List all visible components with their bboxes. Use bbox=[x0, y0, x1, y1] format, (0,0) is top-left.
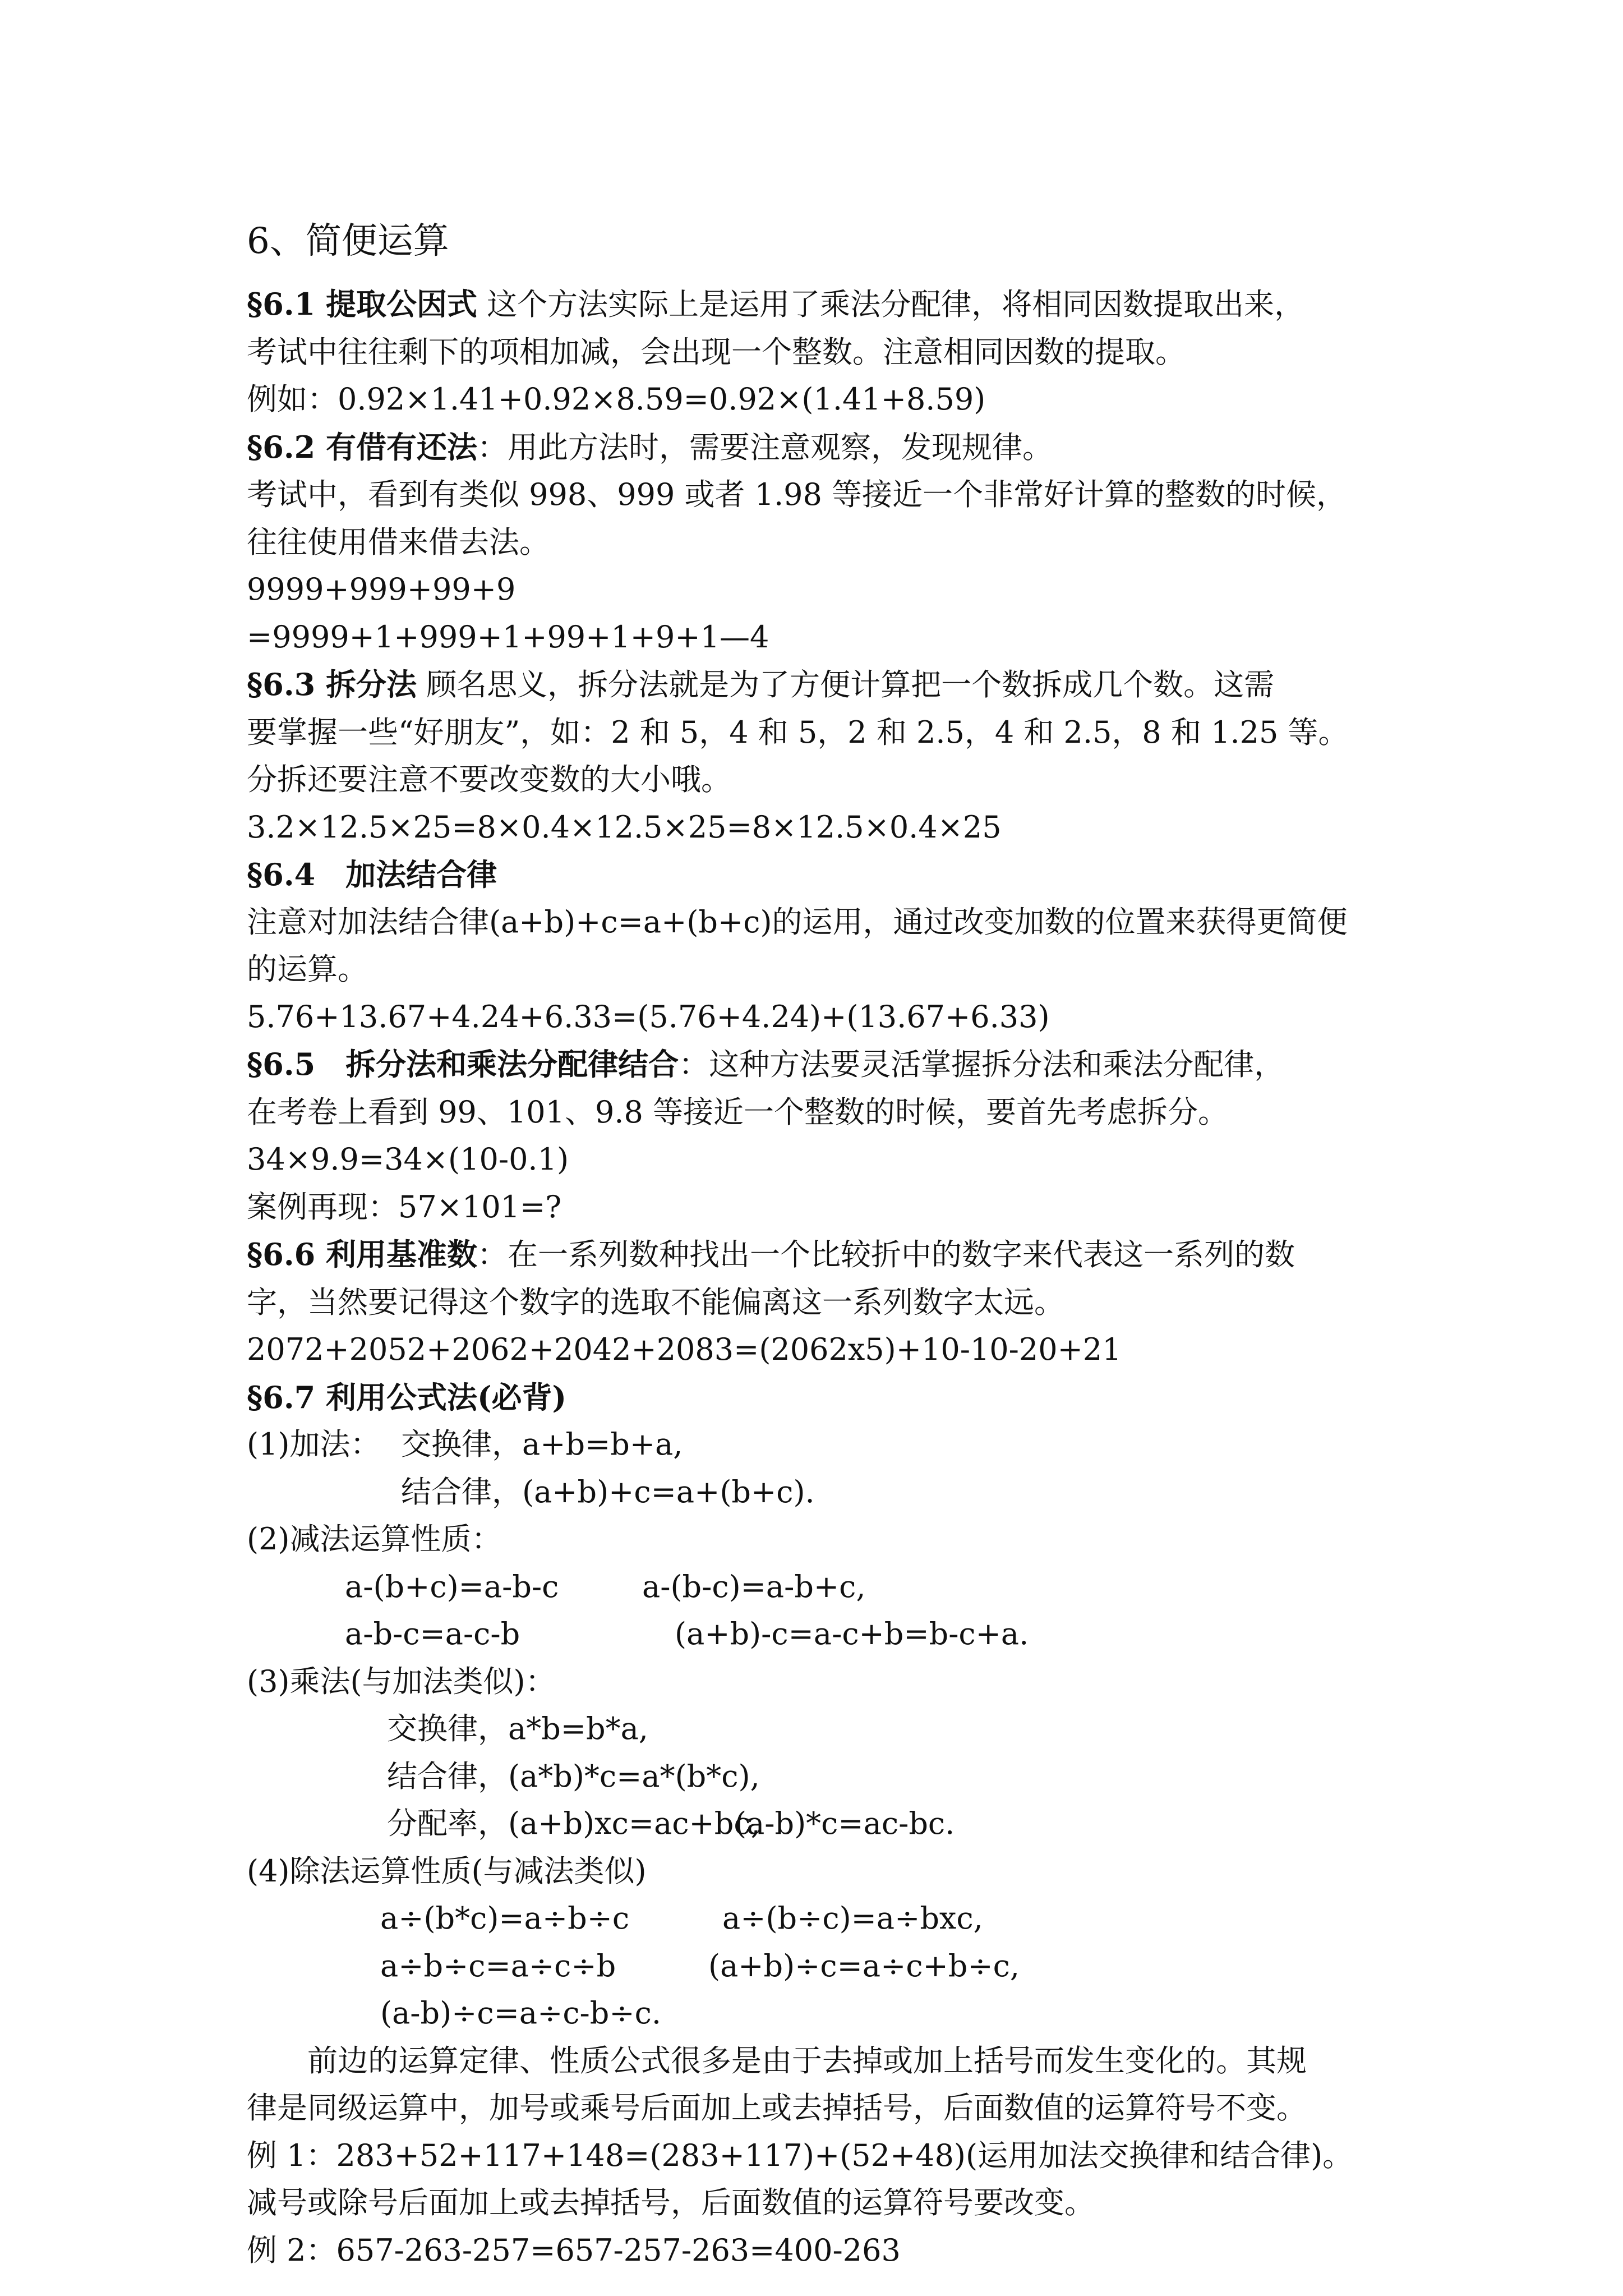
section-6-1-text: 这个方法实际上是运用了乘法分配律，将相同因数提取出来， bbox=[487, 287, 1305, 322]
section-6-3-line-3: 分拆还要注意不要改变数的大小哦。 bbox=[247, 762, 731, 797]
formula-multiplication-distributive-a: 分配率，(a+b)xc=ac+bc, bbox=[387, 1806, 760, 1841]
section-6-5-line-2: 在考卷上看到 99、101、9.8 等接近一个整数的时候，要首先考虑拆分。 bbox=[247, 1094, 1228, 1130]
section-6-3-line-1 bbox=[247, 661, 1391, 709]
section-6-4-example: 5.76+13.67+4.24+6.33=(5.76+4.24)+(13.67+6.33) bbox=[247, 999, 1050, 1034]
section-6-5-text: ：这种方法要灵活掌握拆分法和乘法分配律， bbox=[679, 1047, 1285, 1082]
formula-addition-label: (1)加法： bbox=[247, 1427, 381, 1462]
section-6-2-line-1 bbox=[247, 424, 1391, 472]
formula-multiplication-associative: 结合律，(a*b)*c=a*(b*c), bbox=[387, 1758, 760, 1794]
formula-subtraction-label: (2)减法运算性质： bbox=[247, 1521, 502, 1557]
section-6-5-example: 34×9.9=34×(10-0.1) bbox=[247, 1142, 569, 1177]
section-6-5-line-1 bbox=[247, 1041, 1391, 1089]
section-6-3-text: 顾名思义，拆分法就是为了方便计算把一个数拆成几个数。这需 bbox=[426, 667, 1275, 702]
formula-subtraction-2a: a-b-c=a-c-b bbox=[345, 1616, 520, 1651]
section-6-6-text: ：在一系列数种找出一个比较折中的数字来代表这一系列的数 bbox=[477, 1237, 1295, 1272]
formula-addition-associative: 结合律，(a+b)+c=a+(b+c). bbox=[401, 1474, 815, 1510]
section-6-2-heading: §6.2 有借有还法 bbox=[247, 429, 477, 465]
section-6-3-example: 3.2×12.5×25=8×0.4×12.5×25=8×12.5×0.4×25 bbox=[247, 809, 1002, 845]
section-6-1-line-1 bbox=[247, 280, 1391, 329]
section-6-4-line-2: 的运算。 bbox=[247, 951, 368, 987]
closing-example-1: 例 1：283+52+117+148=(283+117)+(52+48)(运用加法交换律和结合律)。 bbox=[247, 2137, 1353, 2173]
section-6-6-example: 2072+2052+2062+2042+2083=(2062x5)+10-10-20+21 bbox=[247, 1332, 1122, 1367]
formula-addition-commutative: 交换律，a+b=b+a, bbox=[401, 1427, 683, 1462]
section-6-5-case: 案例再现：57×101=? bbox=[247, 1189, 562, 1225]
formula-multiplication-row-3 bbox=[247, 1800, 1391, 1848]
formula-subtraction-2b: (a+b)-c=a-c+b=b-c+a. bbox=[675, 1616, 1029, 1651]
formula-multiplication-commutative: 交换律，a*b=b*a, bbox=[387, 1711, 648, 1746]
section-6-1-heading: §6.1 提取公因式 bbox=[247, 286, 477, 322]
section-6-3-heading: §6.3 拆分法 bbox=[247, 666, 417, 702]
formula-division-2b: (a+b)÷c=a÷c+b÷c, bbox=[708, 1948, 1020, 1984]
section-6-5-heading: §6.5 拆分法和乘法分配律结合 bbox=[247, 1046, 679, 1082]
section-6-1-line-2: 考试中往往剩下的项相加减，会出现一个整数。注意相同因数的提取。 bbox=[247, 334, 1186, 370]
section-6-2-text: ：用此方法时，需要注意观察，发现规律。 bbox=[477, 429, 1053, 465]
formula-multiplication-label: (3)乘法(与加法类似)： bbox=[247, 1663, 556, 1699]
section-6-2-para-line-1: 考试中，看到有类似 998、999 或者 1.98 等接近一个非常好计算的整数的时候， bbox=[247, 477, 1347, 512]
formula-division-row-3: (a-b)÷c=a÷c-b÷c. bbox=[380, 1995, 662, 2031]
closing-para-line-2: 律是同级运算中，加号或乘号后面加上或去掉括号，后面数值的运算符号不变。 bbox=[247, 2090, 1307, 2125]
formula-division-1a: a÷(b*c)=a÷b÷c bbox=[380, 1901, 630, 1936]
section-6-2-para-line-2: 往往使用借来借去法。 bbox=[247, 524, 550, 560]
section-6-7-heading: §6.7 利用公式法(必背) bbox=[247, 1379, 567, 1415]
formula-subtraction-row-2 bbox=[247, 1611, 1391, 1658]
section-6-3-line-2: 要掌握一些“好朋友”，如：2 和 5，4 和 5，2 和 2.5，4 和 2.5，8 和 1.25 等。 bbox=[247, 714, 1349, 750]
section-6-6-line-1 bbox=[247, 1231, 1391, 1279]
formula-division-row-2 bbox=[247, 1943, 1391, 1990]
formula-subtraction-row-1 bbox=[247, 1563, 1391, 1611]
formula-subtraction-1a: a-(b+c)=a-b-c bbox=[345, 1568, 559, 1604]
page-title: 6、简便运算 bbox=[247, 220, 449, 262]
section-6-2-example-1: 9999+999+99+9 bbox=[247, 572, 516, 607]
formula-division-row-1 bbox=[247, 1895, 1391, 1943]
formula-multiplication-distributive-b: (a-b)*c=ac-bc. bbox=[735, 1806, 955, 1841]
closing-note: 减号或除号后面加上或去掉括号，后面数值的运算符号要改变。 bbox=[247, 2185, 1095, 2220]
document-page bbox=[247, 213, 1391, 2274]
section-6-6-heading: §6.6 利用基准数 bbox=[247, 1236, 477, 1272]
section-6-6-line-2: 字，当然要记得这个数字的选取不能偏离这一系列数字太远。 bbox=[247, 1284, 1064, 1320]
closing-para-line-1: 前边的运算定律、性质公式很多是由于去掉或加上括号而发生变化的。其规 bbox=[307, 2042, 1307, 2078]
formula-division-2a: a÷b÷c=a÷c÷b bbox=[380, 1948, 616, 1984]
formula-subtraction-1b: a-(b-c)=a-b+c, bbox=[642, 1568, 866, 1604]
formula-division-1b: a÷(b÷c)=a÷bxc, bbox=[722, 1901, 983, 1936]
formula-division-label: (4)除法运算性质(与减法类似) bbox=[247, 1853, 647, 1889]
formula-addition-line-1 bbox=[247, 1421, 1391, 1469]
section-6-4-line-1: 注意对加法结合律(a+b)+c=a+(b+c)的运用，通过改变加数的位置来获得更简便 bbox=[247, 904, 1348, 940]
section-6-1-example: 例如：0.92×1.41+0.92×8.59=0.92×(1.41+8.59) bbox=[247, 381, 986, 417]
section-6-2-example-2: =9999+1+999+1+99+1+9+1—4 bbox=[247, 619, 769, 655]
section-6-4-heading: §6.4 加法结合律 bbox=[247, 857, 497, 892]
closing-example-2: 例 2：657-263-257=657-257-263=400-263 bbox=[247, 2232, 901, 2268]
